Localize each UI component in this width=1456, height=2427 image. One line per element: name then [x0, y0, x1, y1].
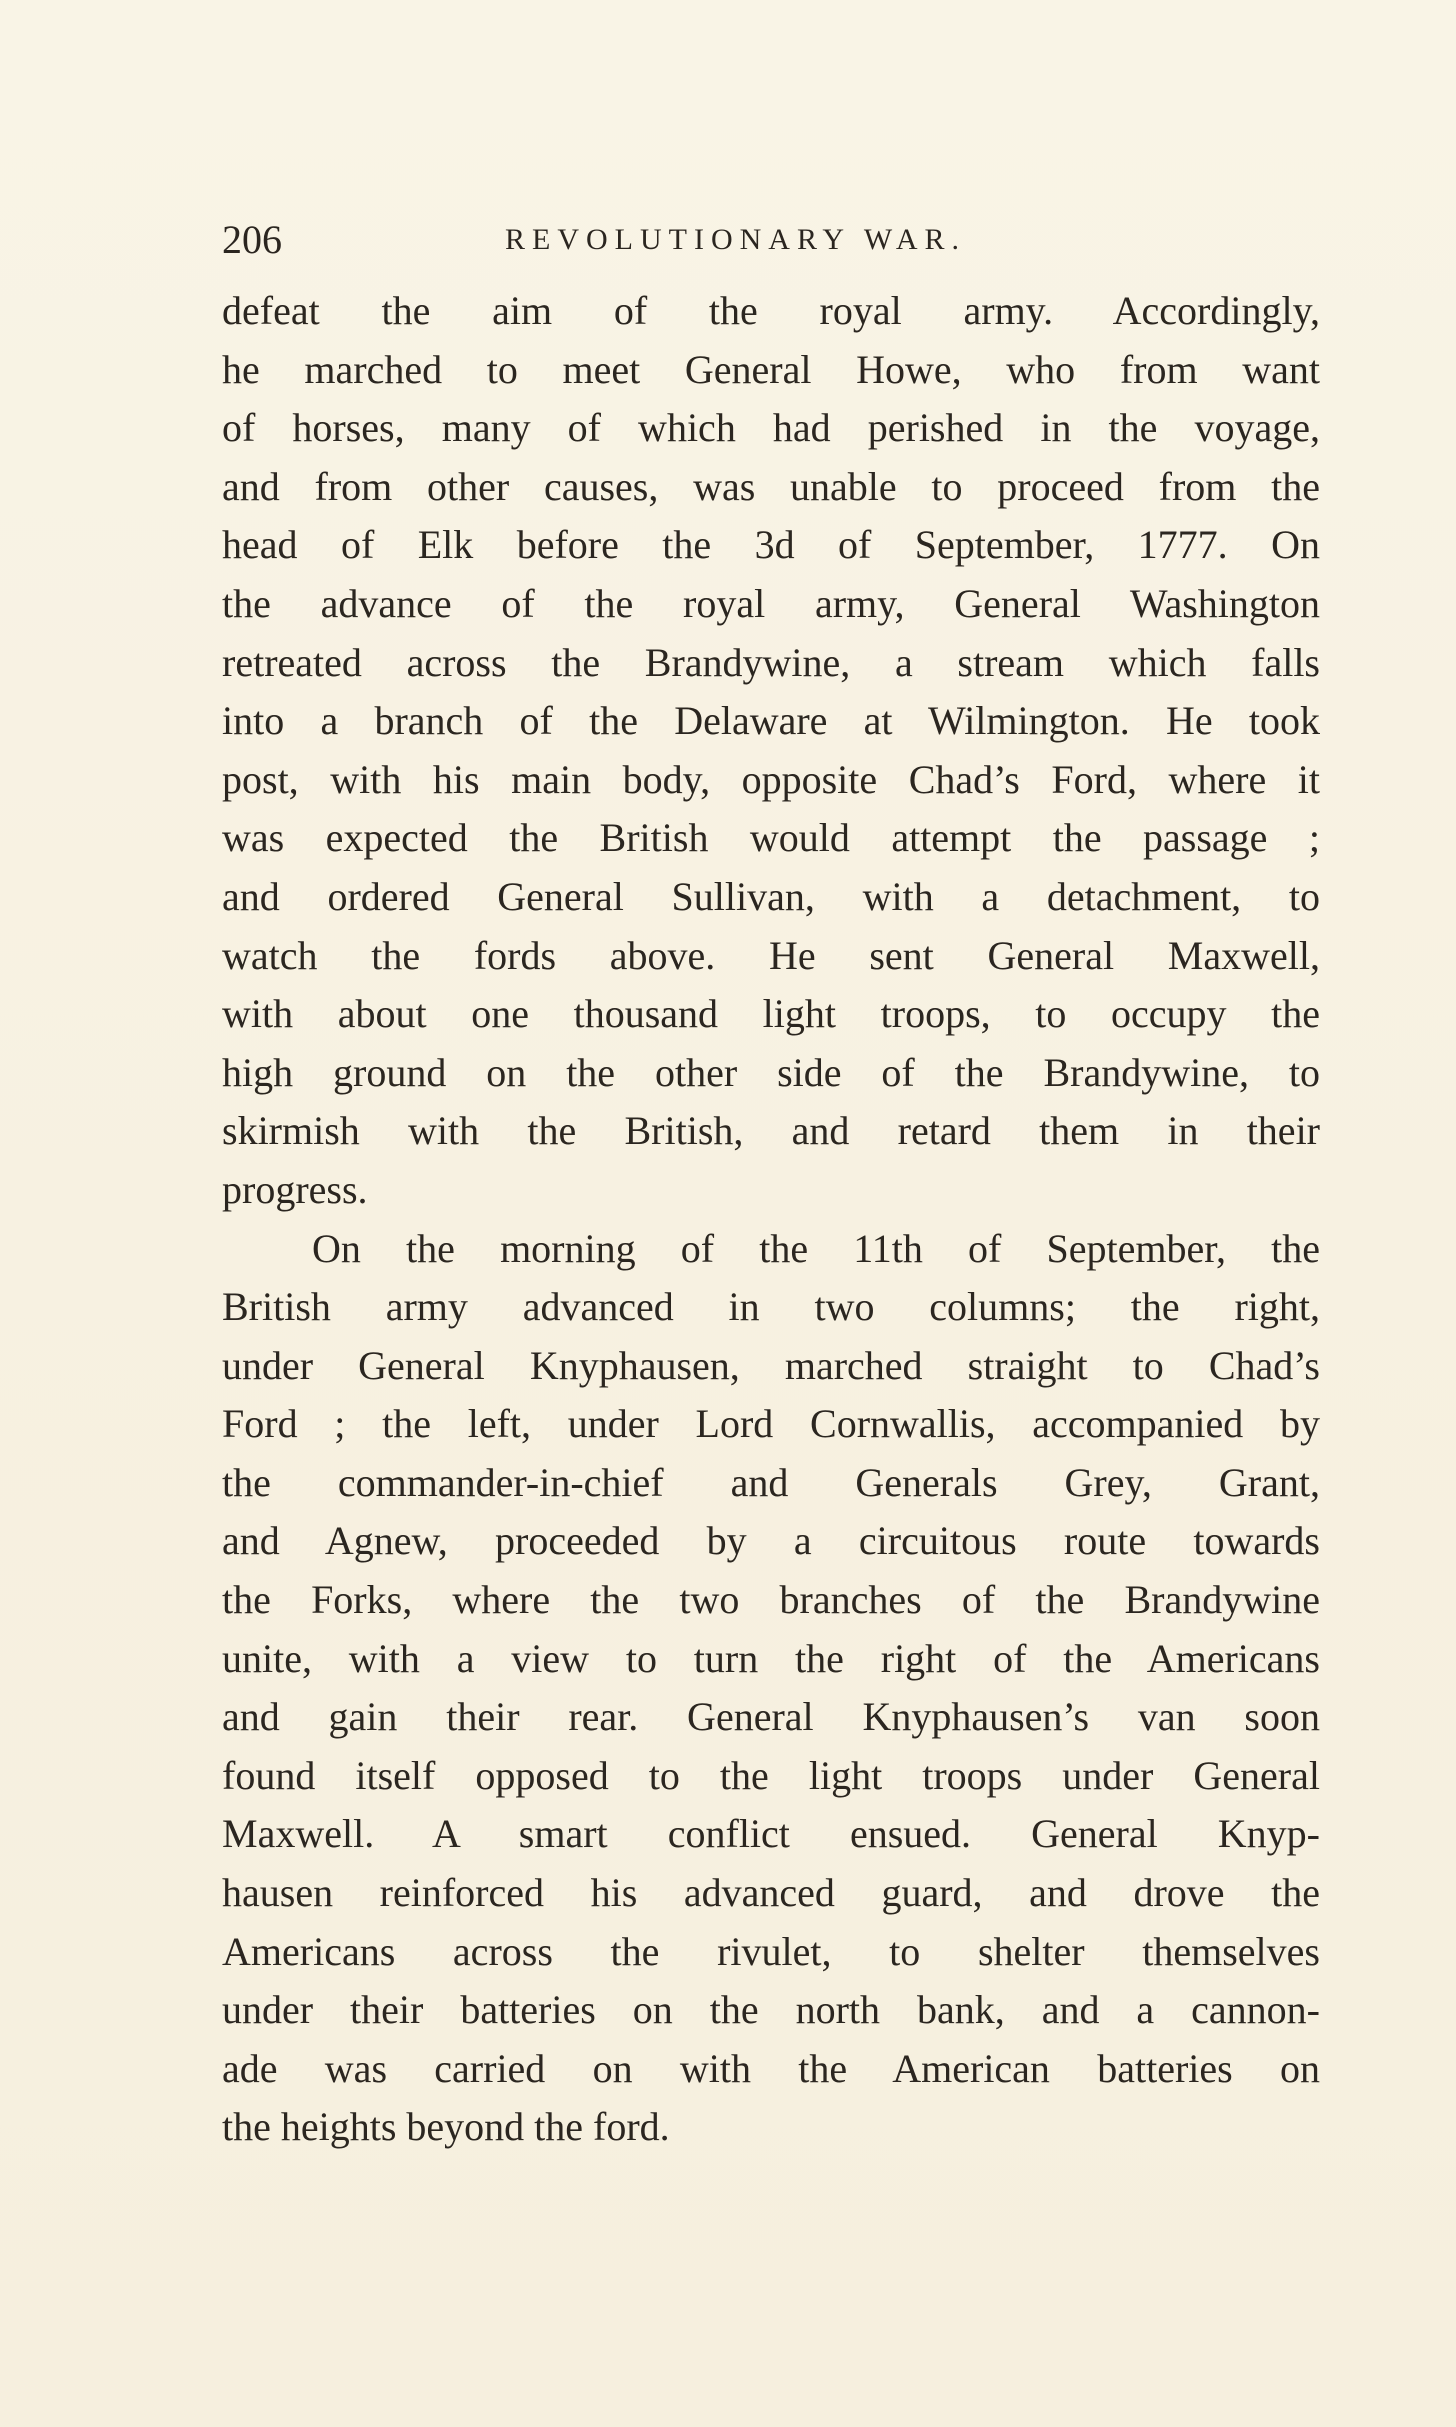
text-line: he marched to meet General Howe, who from want	[222, 346, 1320, 392]
text-line: was expected the British would attempt the passage ;	[222, 815, 1320, 861]
text-line: skirmish with the British, and retard them in their	[222, 1108, 1320, 1154]
running-title: REVOLUTIONARY WAR.	[505, 223, 966, 256]
text-line: post, with his main body, opposite Chad’s Ford, where it	[222, 756, 1320, 802]
page-number: 206	[222, 217, 282, 262]
text-line: retreated across the Brandywine, a stream which falls	[222, 639, 1320, 685]
paragraph-first-line: On the morning of the 11th of September, the	[312, 1225, 1320, 1271]
text-line: hausen reinforced his advanced guard, and drove the	[222, 1870, 1320, 1916]
text-line: under their batteries on the north bank, and a cannon-	[222, 1987, 1320, 2033]
text-line: into a branch of the Delaware at Wilmington. He took	[222, 698, 1320, 744]
text-line: the advance of the royal army, General Washington	[222, 580, 1320, 626]
text-line: unite, with a view to turn the right of the Americans	[222, 1635, 1320, 1681]
text-line: with about one thousand light troops, to occupy the	[222, 991, 1320, 1037]
text-line: British army advanced in two columns; the right,	[222, 1284, 1320, 1330]
body-text	[222, 282, 1320, 2157]
paragraph-end-line: the heights beyond the ford.	[222, 2104, 670, 2150]
text-line: and from other causes, was unable to proceed from the	[222, 463, 1320, 509]
text-line: ade was carried on with the American batteries on	[222, 2045, 1320, 2091]
text-line: Maxwell. A smart conflict ensued. General Knyp-	[222, 1811, 1320, 1857]
text-line: and gain their rear. General Knyphausen’s van soon	[222, 1694, 1320, 1740]
text-line: and ordered General Sullivan, with a detachment, to	[222, 873, 1320, 919]
running-head	[222, 210, 1322, 270]
text-line: found itself opposed to the light troops under General	[222, 1752, 1320, 1798]
paragraph-end-line: progress.	[222, 1166, 368, 1212]
text-line: the Forks, where the two branches of the Brandywine	[222, 1577, 1320, 1623]
text-line: defeat the aim of the royal army. Accordingly,	[222, 288, 1320, 333]
text-line: Americans across the rivulet, to shelter themselves	[222, 1928, 1320, 1974]
text-line: high ground on the other side of the Brandywine, to	[222, 1049, 1320, 1095]
text-line: under General Knyphausen, marched straight to Chad’s	[222, 1342, 1320, 1388]
text-line: Ford ; the left, under Lord Cornwallis, accompanied by	[222, 1401, 1320, 1447]
text-line: watch the fords above. He sent General Maxwell,	[222, 932, 1320, 978]
text-line: of horses, many of which had perished in the voyage,	[222, 405, 1320, 451]
text-line: and Agnew, proceeded by a circuitous route towards	[222, 1518, 1320, 1564]
text-line: head of Elk before the 3d of September, 1777. On	[222, 522, 1320, 568]
text-line: the commander-in-chief and Generals Grey, Grant,	[222, 1459, 1320, 1505]
